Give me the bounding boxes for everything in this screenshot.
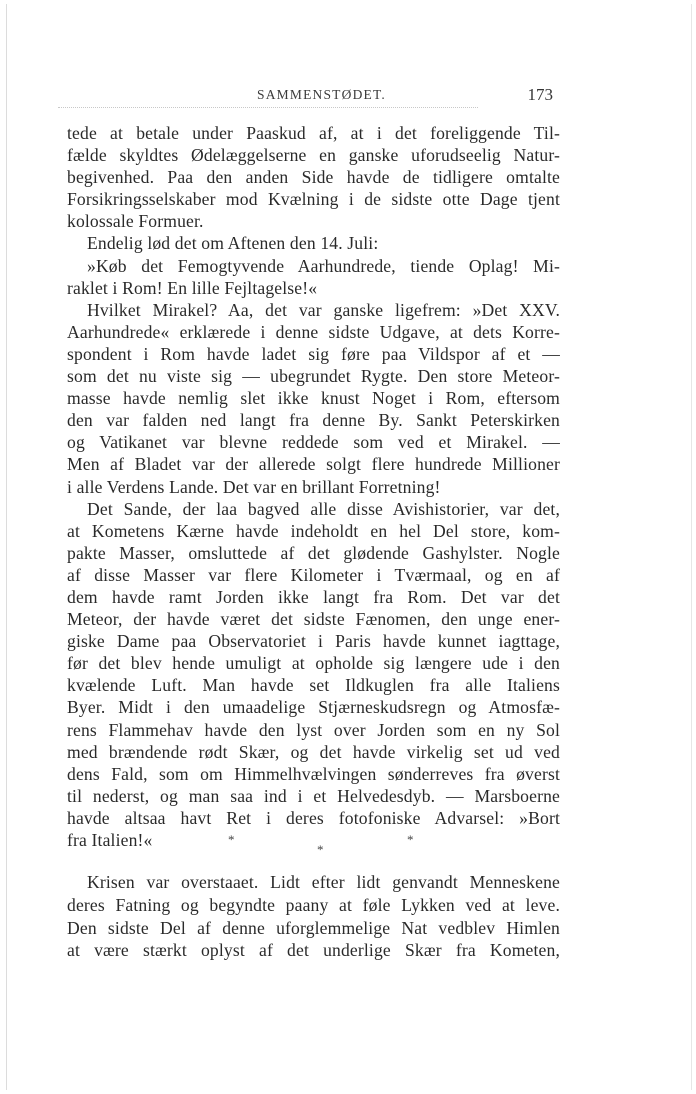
text-line: fra Italien!« bbox=[67, 830, 153, 850]
text-line: begivenhed. Paa den anden Side havde de tidligere omtalte bbox=[67, 167, 560, 188]
text-line: rens Flammehav havde den lyst over Jorden som en ny Sol bbox=[67, 719, 560, 740]
text-line: dens Fald, som om Himmelhvælvingen sønderreves fra øverst bbox=[67, 763, 560, 784]
main-text bbox=[67, 122, 560, 851]
separator-asterisk: * bbox=[228, 832, 235, 847]
text-line: Den sidste Del af denne uforglemmelige Nat vedblev Himlen bbox=[67, 917, 560, 938]
text-line: Det Sande, der laa bagved alle disse Avishistorier, var det, bbox=[87, 498, 560, 519]
text-line: giske Dame paa Observatoriet i Paris havde kunnet iagttage, bbox=[67, 631, 560, 652]
text-line: at Kometens Kærne havde indeholdt en hel Del store, kom- bbox=[67, 520, 560, 541]
text-line: af disse Masser var flere Kilometer i Tværmaal, og en af bbox=[67, 564, 560, 585]
text-line: spondent i Rom havde ladet sig føre paa Vildspor af et — bbox=[67, 343, 560, 364]
text-line: Forsikringsselskaber mod Kvælning i de sidste otte Dage tjent bbox=[67, 189, 560, 210]
running-title: SAMMENSTØDET. bbox=[257, 87, 386, 102]
text-line: til nederst, og man saa ind i et Helvedesdyb. — Marsboerne bbox=[67, 785, 560, 806]
text-line: Byer. Midt i den umaadelige Stjærneskudsregn og Atmosfæ- bbox=[67, 697, 560, 718]
text-line: »Køb det Femogtyvende Aarhundrede, tiende Oplag! Mi- bbox=[87, 255, 560, 276]
running-header bbox=[67, 86, 553, 108]
text-line: Meteor, der havde været det sidste Fænomen, den unge ener- bbox=[67, 609, 560, 630]
text-line: Krisen var overstaaet. Lidt efter lidt genvandt Menneskene bbox=[87, 872, 560, 892]
text-line: raklet i Rom! En lille Fejltagelse!« bbox=[67, 277, 318, 298]
text-line: i alle Verdens Lande. Det var en brillant Forretning! bbox=[67, 476, 441, 497]
text-line: før det blev hende umuligt at opholde sig længere ude i den bbox=[67, 653, 560, 674]
text-line: Aarhundrede« erklærede i denne sidste Udgave, at dets Korre- bbox=[67, 321, 560, 342]
text-line: kvælende Luft. Man havde set Ildkuglen fra alle Italiens bbox=[67, 675, 560, 696]
section-separator bbox=[0, 832, 696, 856]
text-line: den var falden ned langt fra denne By. Sankt Peterskirken bbox=[67, 410, 560, 431]
text-line: og Vatikanet var blevne reddede som ved et Mirakel. — bbox=[67, 432, 560, 453]
text-line: kolossale Formuer. bbox=[67, 211, 204, 232]
text-line: Men af Bladet var der allerede solgt flere hundrede Millioner bbox=[67, 454, 560, 475]
separator-asterisk: * bbox=[317, 842, 324, 857]
page-number: 173 bbox=[527, 85, 553, 104]
closing-text bbox=[67, 871, 560, 962]
text-line: at være stærkt oplyst af det underlige Skær fra Kometen, bbox=[67, 940, 560, 961]
text-line: Hvilket Mirakel? Aa, det var ganske ligefrem: »Det XXV. bbox=[87, 299, 560, 320]
header-rule bbox=[58, 107, 478, 108]
text-line: deres Fatning og begyndte paany at føle Lykken ved at leve. bbox=[67, 894, 560, 915]
text-line: tede at betale under Paaskud af, at i det foreliggende Til- bbox=[67, 123, 560, 143]
text-line: med brændende rødt Skær, og det havde virkelig set ud ved bbox=[67, 741, 560, 762]
separator-asterisk: * bbox=[407, 832, 414, 847]
text-line: Endelig lød det om Aftenen den 14. Juli: bbox=[87, 233, 379, 254]
text-line: dem havde ramt Jorden ikke langt fra Rom. Det var det bbox=[67, 586, 560, 607]
text-line: masse havde nemlig slet ikke knust Noget i Rom, eftersom bbox=[67, 388, 560, 409]
text-line: havde altsaa havt Ret i deres fotofoniske Advarsel: »Bort bbox=[67, 807, 560, 828]
text-line: som det nu viste sig — ubegrundet Rygte. Den store Meteor- bbox=[67, 366, 560, 387]
text-line: pakte Masser, omsluttede af det glødende Gashylster. Nogle bbox=[67, 542, 560, 563]
text-line: fælde skyldtes Ødelæggelserne en ganske uforudseelig Natur- bbox=[67, 145, 560, 166]
